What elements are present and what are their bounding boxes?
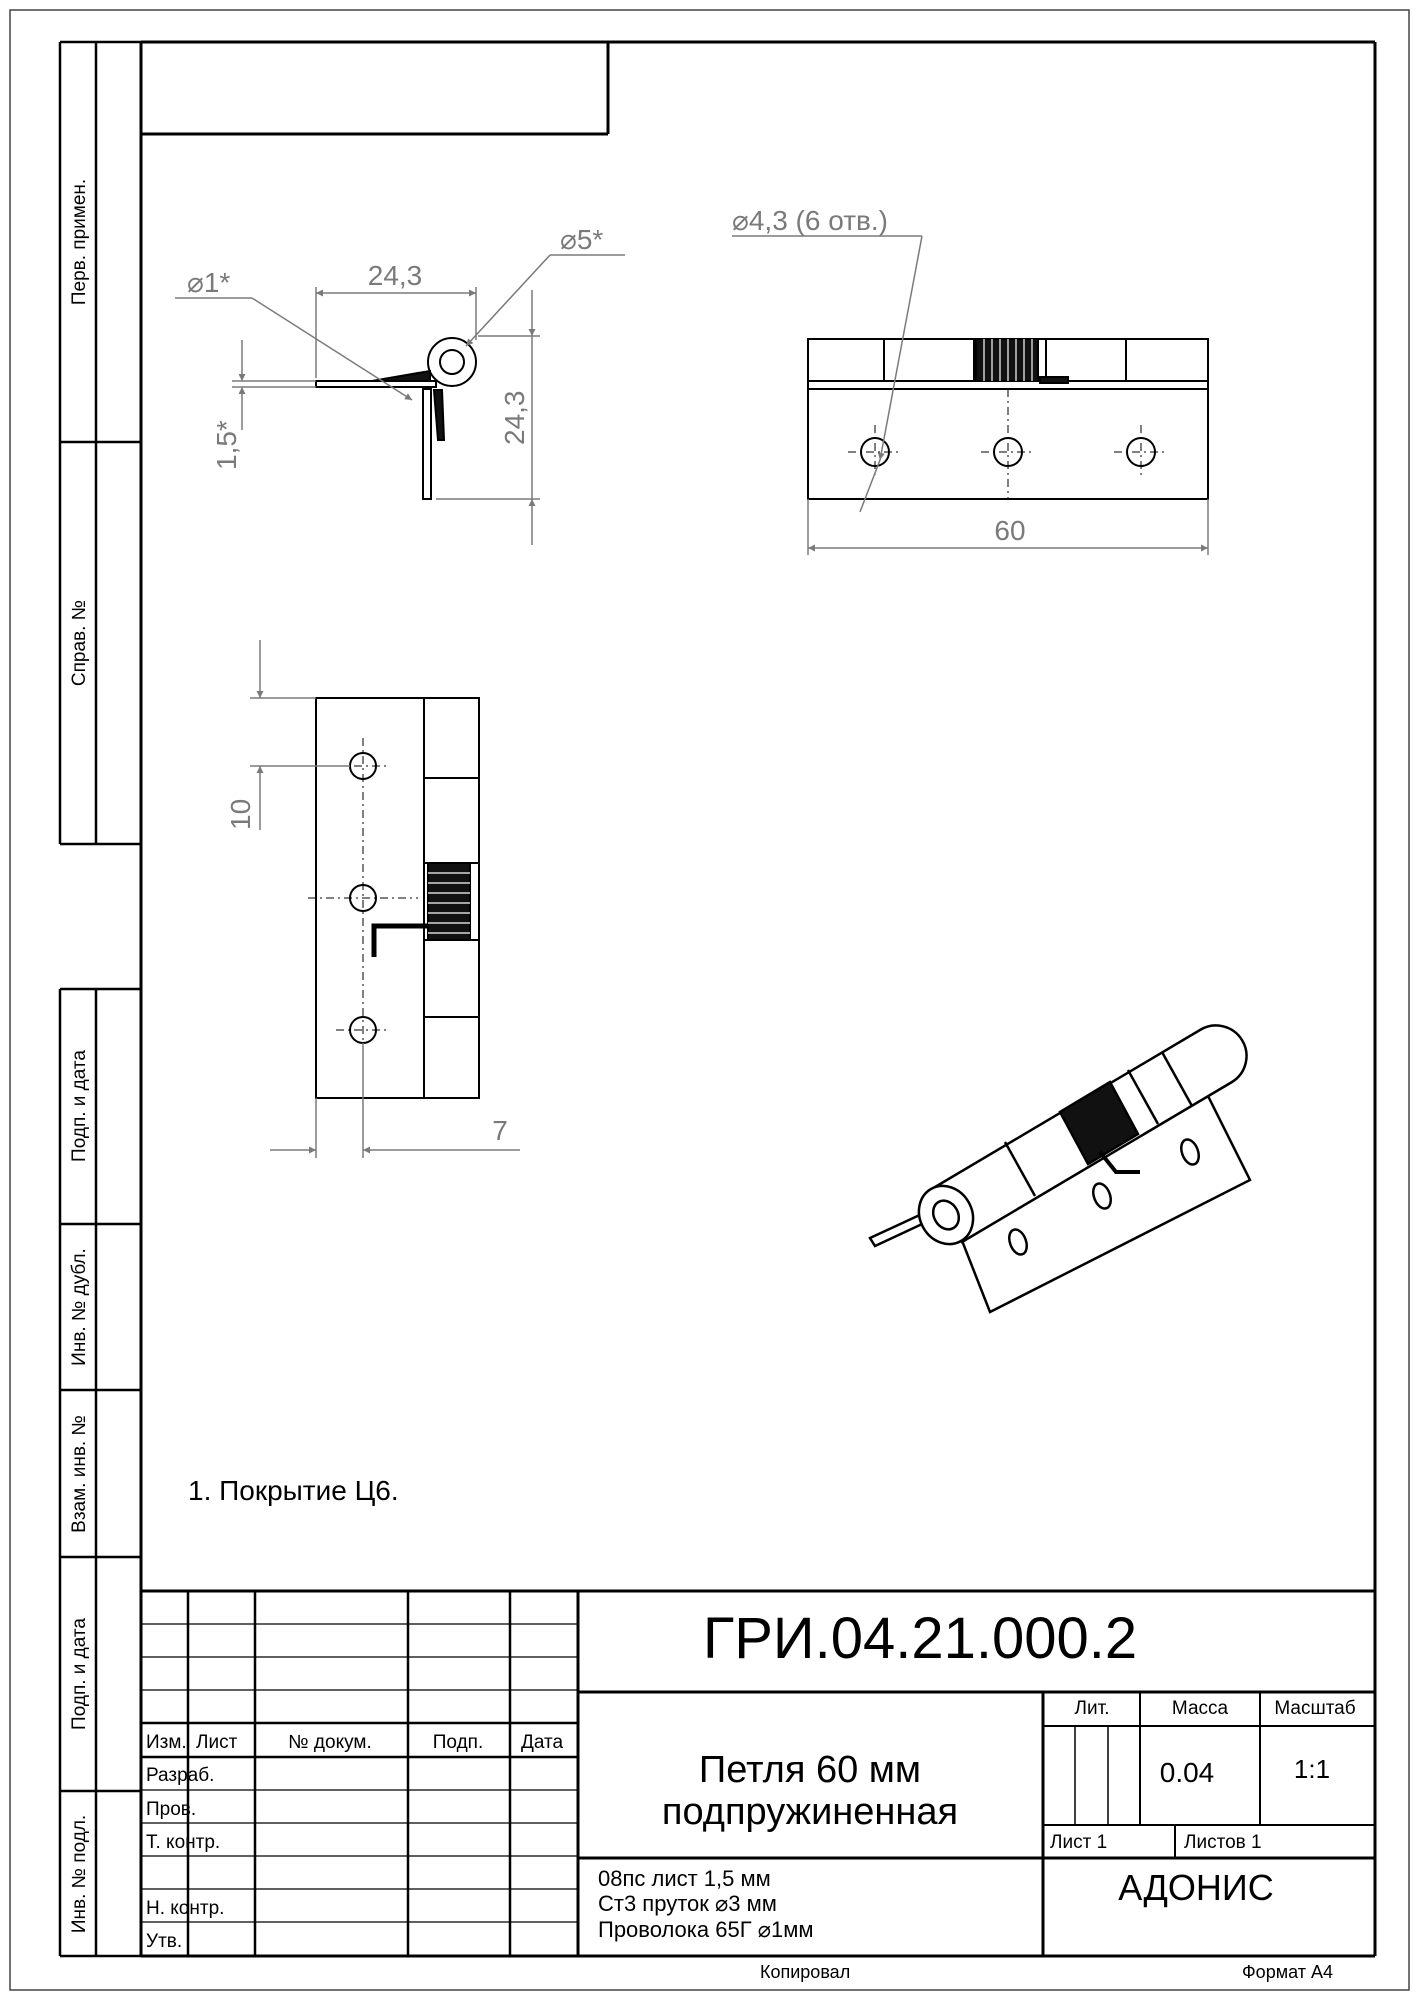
label-razrab: Разраб. bbox=[146, 1765, 215, 1786]
part-title-line2: подпружиненная bbox=[661, 1791, 959, 1833]
label-masshtab: Масштаб bbox=[1274, 1698, 1356, 1719]
label-data: Дата bbox=[520, 1732, 564, 1753]
dim-60: 60 bbox=[994, 515, 1026, 546]
sheets-total: Листов 1 bbox=[1184, 1832, 1262, 1853]
stamp-inv-dubl: Инв. № дубл. bbox=[69, 1248, 90, 1366]
label-t-kontr: Т. контр. bbox=[146, 1832, 221, 1853]
front-view bbox=[732, 205, 1208, 555]
dim-d5: ⌀5* bbox=[560, 224, 604, 255]
dim-1-5: 1,5* bbox=[211, 420, 242, 470]
note-coating: 1. Покрытие Ц6. bbox=[188, 1475, 399, 1506]
material-line1: 08пс лист 1,5 мм bbox=[598, 1866, 771, 1891]
dim-24-3-horizontal: 24,3 bbox=[367, 260, 423, 291]
stamp-podp-data-2: Подп. и дата bbox=[69, 1618, 90, 1730]
side-profile-view bbox=[175, 224, 625, 545]
stamp-podp-data-1: Подп. и дата bbox=[69, 1050, 90, 1162]
dim-10: 10 bbox=[225, 798, 256, 830]
copied-by: Копировал bbox=[760, 1962, 851, 1982]
stamp-sprav-no: Справ. № bbox=[69, 599, 90, 687]
dim-d1: ⌀1* bbox=[187, 267, 231, 298]
material-line3: Проволока 65Г ⌀1мм bbox=[598, 1917, 814, 1942]
drawing-number: ГРИ.04.21.000.2 bbox=[702, 1606, 1138, 1671]
dim-d4-3: ⌀4,3 (6 отв.) bbox=[732, 205, 888, 236]
label-list: Лист bbox=[196, 1732, 238, 1753]
format-a4: Формат А4 bbox=[1242, 1962, 1333, 1982]
label-utv: Утв. bbox=[146, 1931, 183, 1952]
isometric-view bbox=[870, 1025, 1250, 1312]
stamp-inv-podl: Инв. № подл. bbox=[69, 1814, 90, 1934]
part-title-line1: Петля 60 мм bbox=[698, 1749, 922, 1791]
sheet-number: Лист 1 bbox=[1050, 1832, 1108, 1853]
label-massa: Масса bbox=[1171, 1698, 1229, 1719]
organization: АДОНИС bbox=[1118, 1867, 1274, 1908]
label-n-dokum: № докум. bbox=[288, 1732, 372, 1753]
stamp-vzam-inv: Взам. инв. № bbox=[69, 1415, 90, 1533]
label-n-kontr: Н. контр. bbox=[146, 1898, 225, 1919]
label-podp: Подп. bbox=[432, 1732, 484, 1753]
label-prov: Пров. bbox=[146, 1799, 197, 1820]
stamp-perv-primen: Перв. примен. bbox=[69, 178, 90, 306]
scale-value: 1:1 bbox=[1293, 1754, 1331, 1784]
mass-value: 0.04 bbox=[1159, 1757, 1215, 1788]
material-line2: Ст3 пруток ⌀3 мм bbox=[598, 1891, 777, 1916]
dim-24-3-vertical: 24,3 bbox=[499, 390, 530, 445]
dim-7: 7 bbox=[492, 1115, 508, 1146]
plan-view bbox=[225, 640, 520, 1158]
label-lit: Лит. bbox=[1074, 1698, 1110, 1719]
label-izm: Изм. bbox=[146, 1732, 187, 1753]
